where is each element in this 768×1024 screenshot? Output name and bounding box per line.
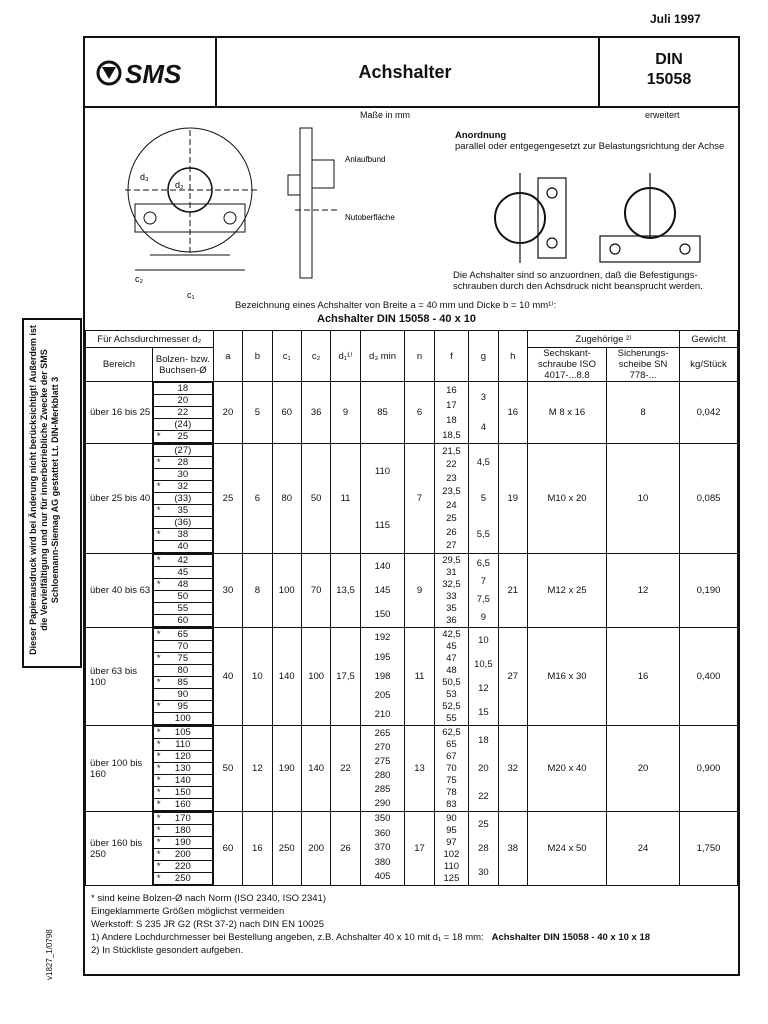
table-row: über 16 bis 25 18 20 22 (24) * 25 20 5 60 36 9 85 6 16 17 18 18,5 3 4 16 M 8 x 16 8 0,042 bbox=[86, 382, 738, 444]
header-fuer: Für Achsdurchmesser d₂ bbox=[86, 331, 214, 348]
bolzen-value: * 48 bbox=[153, 579, 212, 591]
bolzen-value: * 35 bbox=[153, 505, 212, 517]
table-row: über 63 bis 100 * 65 70 * 75 80 * 85 90 * 95 100 40 10 140 100 17,5 192 195 198 205 210 11 42,5 45 47 48 50,5 53 52,5 55 10 10,5 12 15 27 M16 x 30 16 0,400 bbox=[86, 628, 738, 726]
svg-text:d₂: d₂ bbox=[175, 180, 184, 190]
bolzen-value: * 150 bbox=[153, 787, 212, 799]
bolzen-value: 18 bbox=[153, 383, 212, 395]
bolzen-value: * 160 bbox=[153, 799, 212, 811]
bolzen-value: * 180 bbox=[153, 825, 212, 837]
bolzen-value: (36) bbox=[153, 517, 212, 529]
table-row: über 100 bis 160 * 105 * 110 * 120 * 130 * 140 * 150 * 160 50 12 190 140 22 265 270 275 280 285 290 13 62,5 65 67 70 75 78 83 18 20 22 32 M20 x 40 20 0,900 bbox=[86, 726, 738, 812]
table-row: über 160 bis 250 * 170 * 180 * 190 * 200 * 220 * 250 60 16 250 200 26 350 360 370 380 405 17 90 95 97 102 110 125 25 28 30 38 M24 x 50 24 1,750 bbox=[86, 812, 738, 886]
bolzen-value: (33) bbox=[153, 493, 212, 505]
bolzen-value: 30 bbox=[153, 469, 212, 481]
page-title: Achshalter bbox=[358, 61, 452, 82]
bolzen-value: 100 bbox=[153, 713, 212, 725]
footnotes: * sind keine Bolzen-Ø nach Norm (ISO 2340, ISO 2341) Eingeklammerte Größen möglichst vermeiden Werkstoff: S 235 JR G2 (RSt 37-2) nach DIN EN 10025 1) Andere Lochdurchmesser bei Bestellung angeben, z.B. Achshalter 40 x 10 mit d₁ = 18 mm: Achshalter DIN 15058 - 40 x 10 x 18 2) In Stückliste gesondert aufgeben. bbox=[91, 893, 651, 956]
header bbox=[85, 38, 738, 108]
date: Juli 1997 bbox=[650, 12, 701, 26]
arrangement-rule: Die Achshalter sind so anzuordnen, daß die Befestigungs-schrauben durch den Achsdruck nicht beansprucht werden. bbox=[453, 270, 703, 292]
bolzen-value: 55 bbox=[153, 603, 212, 615]
extended-note: erweitert bbox=[645, 110, 680, 120]
bolzen-value: * 38 bbox=[153, 529, 212, 541]
dimensions-table: Für Achsdurchmesser d₂ a b c₁ c₂ d₁¹⁾ d₃ min n f g h Zugehörige ²⁾ Gewicht Bereich Bolzen- bzw. Buchsen-Ø Sechskant-schraube ISO 4017-...8.8 Sicherungs-scheibe SN 778-... kg/Stück über 16 bis 25 18 20 22 (24) * 25 20 5 60 36 9 85 6 16 17 18 18,5 3 4 16 M 8 x 16 8 0,042 über 25 bis 40 (27) * 28 30 * 32 (33) * 35 (36) * 38 40 25 6 80 50 11 110 115 7 21,5 22 23 23,5 24 25 26 27 4,5 5 5,5 19 M10 x 20 10 0,085 über 40 bis 63 * 42 45 * 48 50 55 60 30 8 100 70 13,5 140 145 150 9 29,5 31 32,5 33 35 36 6,5 7 7,5 9 21 M12 x 25 12 0,190 über 63 bis 100 * 65 70 * 75 80 * 85 90 * 95 100 40 10 140 100 17,5 192 195 198 205 210 11 42,5 45 47 48 50,5 53 52,5 55 10 10,5 12 15 27 M16 x 30 16 0,400 über 100 bis 160 * 105 * 110 * 120 * 130 * 140 * 150 * 160 50 12 190 140 22 265 270 275 280 285 290 13 62,5 65 67 70 75 78 83 18 20 22 32 M20 x 40 20 0,900 über 160 bis 250 * 170 * 180 * 190 * 200 * 220 * 250 60 16 250 200 26 350 360 370 380 405 17 90 95 97 102 110 125 25 28 30 38 M24 x 50 24 1,750 bbox=[85, 330, 738, 886]
bolzen-value: * 95 bbox=[153, 701, 212, 713]
bolzen-value: * 140 bbox=[153, 775, 212, 787]
bolzen-value: 50 bbox=[153, 591, 212, 603]
sms-logo-icon bbox=[85, 38, 215, 106]
bolzen-value: 45 bbox=[153, 567, 212, 579]
bolzen-value: * 120 bbox=[153, 751, 212, 763]
arrangement-text: parallel oder entgegengesetzt zur Belastungsrichtung der Achse bbox=[455, 141, 725, 152]
bolzen-value: * 250 bbox=[153, 873, 212, 885]
bolzen-value: * 42 bbox=[153, 555, 212, 567]
svg-text:d₃: d₃ bbox=[140, 172, 149, 182]
designation-example: Achshalter DIN 15058 - 40 x 10 bbox=[317, 313, 476, 325]
version-code: v1827_1/0798 bbox=[45, 929, 54, 980]
svg-text:SMS: SMS bbox=[125, 59, 182, 89]
nutoberflaeche-label: Nutoberfläche bbox=[345, 213, 395, 222]
sheet-frame bbox=[83, 36, 740, 976]
svg-text:c₁: c₁ bbox=[187, 290, 195, 300]
bolzen-value: 80 bbox=[153, 665, 212, 677]
bolzen-value: 90 bbox=[153, 689, 212, 701]
anlaufbund-label: Anlaufbund bbox=[345, 155, 386, 164]
arrangement-note bbox=[455, 130, 725, 152]
bolzen-value: * 190 bbox=[153, 837, 212, 849]
din-number: DIN 15058 bbox=[598, 38, 738, 106]
bolzen-value: * 130 bbox=[153, 763, 212, 775]
bolzen-value: * 85 bbox=[153, 677, 212, 689]
table-body bbox=[86, 382, 738, 886]
bolzen-value: 22 bbox=[153, 407, 212, 419]
side-notice: Dieser Papierausdruck wird bei Änderung nicht berücksichtigt! Außerdem ist die Vervielfältigung und nur für innerbetriebliche Zwecke der SMS Schloemann-Siemag AG gestattet Lt. DIN-Merkblatt 3 bbox=[22, 318, 82, 668]
arrangement-drawing bbox=[480, 168, 710, 273]
bolzen-value: * 28 bbox=[153, 457, 212, 469]
bolzen-value: * 170 bbox=[153, 813, 212, 825]
bolzen-value: 70 bbox=[153, 641, 212, 653]
designation-text: Bezeichnung eines Achshalter von Breite a = 40 mm und Dicke b = 10 mm¹⁾: bbox=[235, 300, 557, 311]
sms-logo bbox=[85, 38, 217, 106]
svg-text:c₂: c₂ bbox=[135, 274, 143, 284]
bolzen-value: * 65 bbox=[153, 629, 212, 641]
bolzen-value: * 75 bbox=[153, 653, 212, 665]
arrangement-title: Anordnung bbox=[455, 130, 507, 141]
bolzen-value: * 32 bbox=[153, 481, 212, 493]
bolzen-value: (27) bbox=[153, 445, 212, 457]
bolzen-value: * 110 bbox=[153, 739, 212, 751]
bolzen-value: * 25 bbox=[153, 431, 212, 443]
dimensions-note: Maße in mm bbox=[360, 110, 411, 120]
bolzen-value: 40 bbox=[153, 541, 212, 553]
table-row: über 40 bis 63 * 42 45 * 48 50 55 60 30 8 100 70 13,5 140 145 150 9 29,5 31 32,5 33 35 36 6,5 7 7,5 9 21 M12 x 25 12 0,190 bbox=[86, 554, 738, 628]
table-row: über 25 bis 40 (27) * 28 30 * 32 (33) * 35 (36) * 38 40 25 6 80 50 11 110 115 7 21,5 22 23 23,5 24 25 26 27 4,5 5 5,5 19 M10 x 20 10 0,085 bbox=[86, 444, 738, 554]
bolzen-value: (24) bbox=[153, 419, 212, 431]
bolzen-value: 60 bbox=[153, 615, 212, 627]
bolzen-value: * 200 bbox=[153, 849, 212, 861]
bolzen-value: * 220 bbox=[153, 861, 212, 873]
technical-drawing bbox=[95, 120, 435, 310]
bolzen-value: * 105 bbox=[153, 727, 212, 739]
bolzen-value: 20 bbox=[153, 395, 212, 407]
